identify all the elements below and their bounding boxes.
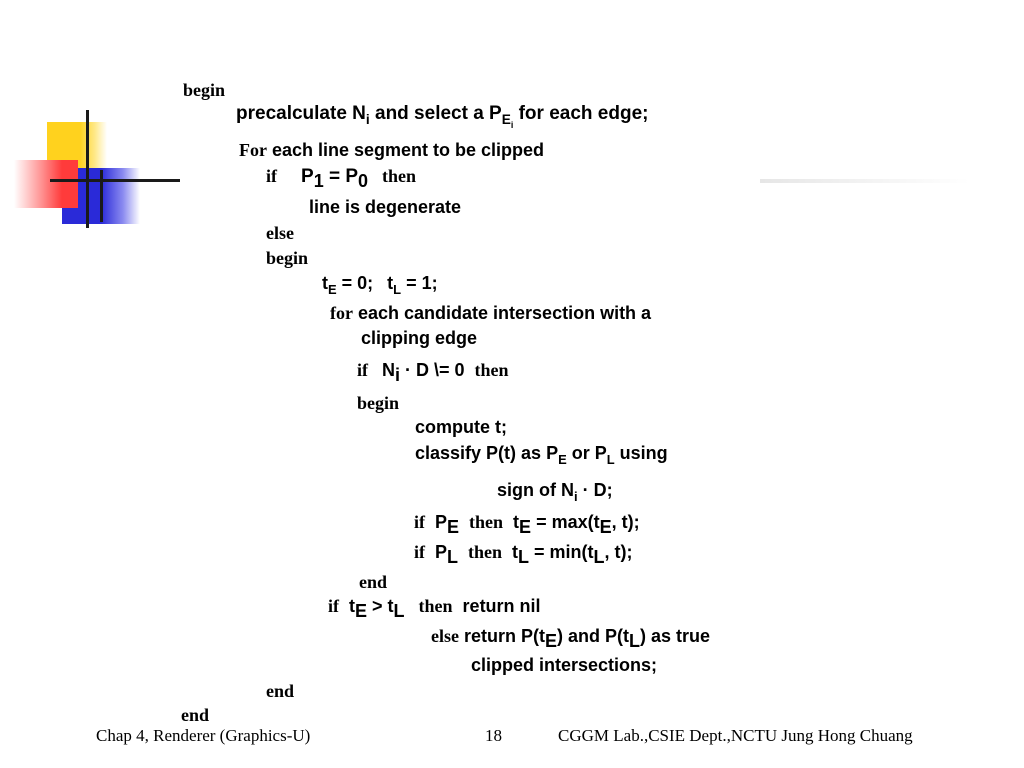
code-init-te-tl: $t_E = 0$; $t_L = 1$;: [322, 273, 438, 297]
code-precalculate: precalculate $N_i$ and select a $P_{E_i}$ for each edge;: [236, 103, 649, 130]
code-end-1: end: [359, 572, 388, 592]
code-end-3: end: [181, 705, 210, 725]
decor-red-bar: [14, 160, 78, 208]
code-begin-3: begin: [357, 393, 400, 413]
code-for-each-candidate: for each candidate intersection with a: [330, 303, 652, 323]
code-compute-t: compute t;: [415, 417, 507, 437]
code-else-return: else return $P(t_E)$ and $P(t_L)$ as true: [431, 626, 711, 651]
code-if-ni-d: if $N_i \cdot D$ \= 0 then: [357, 360, 509, 385]
code-clipped-intersections: clipped intersections;: [471, 655, 658, 675]
decor-vertical-line-2: [100, 170, 103, 222]
code-if-te-gt-tl: if $t_E > t_L$ then return nil: [328, 596, 541, 621]
decor-horizontal-line: [50, 179, 180, 182]
footer-chapter: Chap 4, Renderer (Graphics-U): [96, 726, 311, 745]
code-line-degenerate: line is degenerate: [309, 197, 462, 217]
code-for-each-segment: For each line segment to be clipped: [239, 140, 545, 160]
code-begin-2: begin: [266, 248, 309, 268]
code-if-degenerate: if $P_1 = P_0$ then: [266, 166, 417, 191]
code-if-pl: if $P_L$ then $t_L = \min(t_L$, t);: [414, 542, 633, 567]
decor-faded-line: [760, 179, 970, 183]
footer-author: CGGM Lab.,CSIE Dept.,NCTU Jung Hong Chuang: [558, 726, 913, 745]
code-classify: classify P(t) as $P_E$ or $P_L$ using: [415, 443, 668, 467]
code-clipping-edge: clipping edge: [361, 328, 478, 348]
code-else-1: else: [266, 223, 294, 243]
code-if-pe: if $P_E$ then $t_E = \max(t_E$, t);: [414, 512, 640, 537]
code-begin-1: begin: [183, 80, 226, 100]
code-end-2: end: [266, 681, 295, 701]
code-sign-of: sign of $N_i \cdot D$;: [497, 480, 613, 504]
footer-page-number: 18: [485, 726, 502, 745]
decor-vertical-line: [86, 110, 89, 228]
